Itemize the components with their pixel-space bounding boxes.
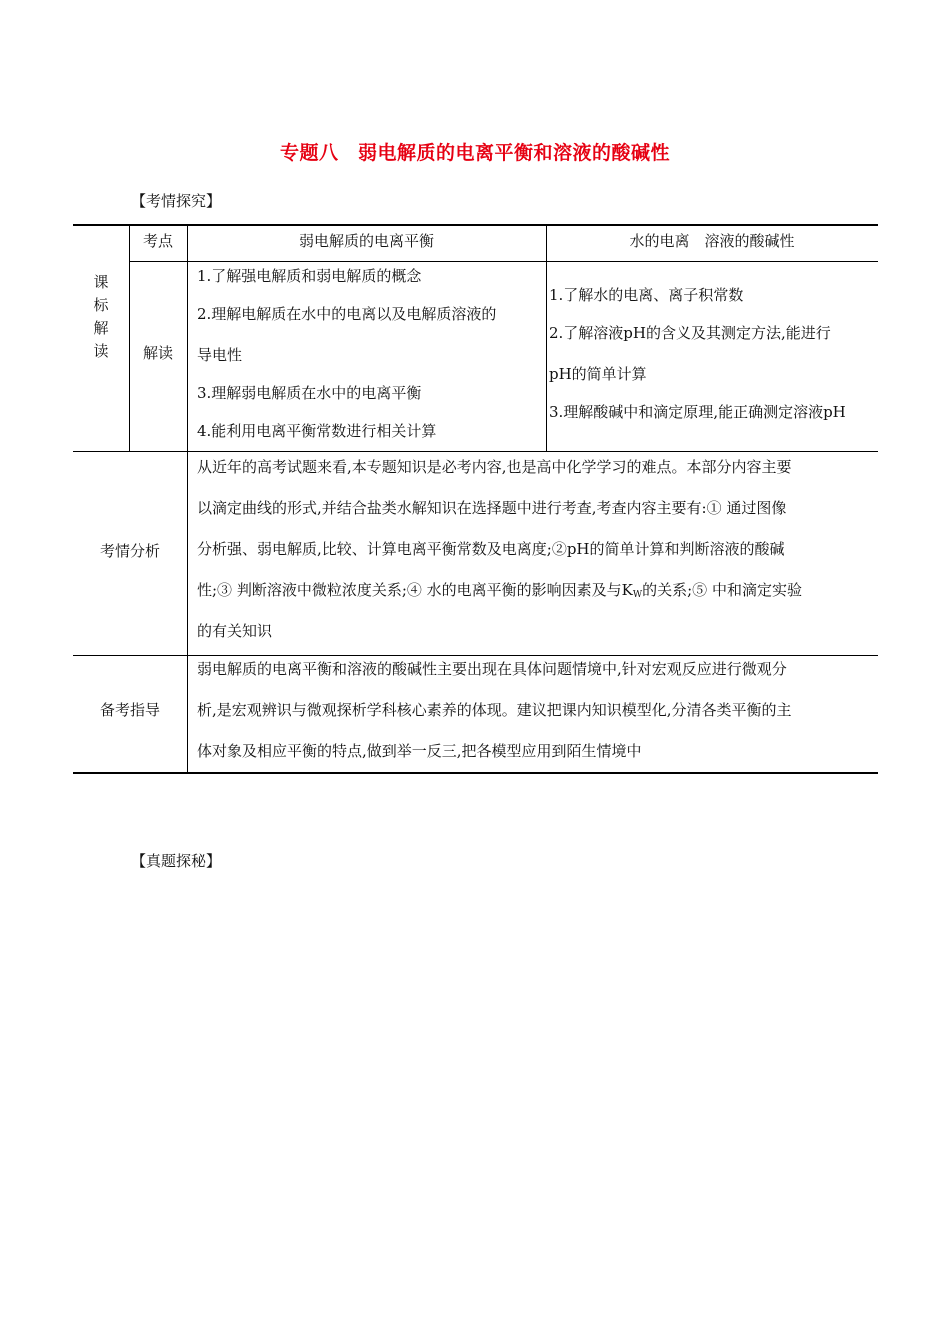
list-item: 导电性 (197, 346, 243, 364)
page-title: 专题八 弱电解质的电离平衡和溶液的酸碱性 (279, 142, 670, 164)
list-item: 1.了解强电解质和弱电解质的概念 (197, 267, 422, 285)
list-item: 3.理解酸碱中和滴定原理,能正确测定溶液pH (549, 403, 846, 421)
col-header-topic2: 水的电离 溶液的酸碱性 (629, 232, 795, 250)
list-item: 3.理解弱电解质在水中的电离平衡 (197, 384, 422, 402)
list-item: 2.理解电解质在水中的电离以及电解质溶液的 (197, 305, 497, 323)
row-label-reading: 解读 (142, 344, 173, 362)
col-header-topic-point: 考点 (142, 232, 173, 250)
list-item: 4.能利用电离平衡常数进行相关计算 (197, 422, 437, 440)
row-label-guide: 备考指导 (99, 701, 160, 719)
row-group-label-curriculum: 课 标 解 读 (93, 273, 109, 360)
row-label-analysis: 考情分析 (99, 542, 160, 560)
list-item: 1.了解水的电离、离子积常数 (549, 286, 744, 304)
col-header-topic1: 弱电解质的电离平衡 (298, 232, 434, 250)
list-item: pH的简单计算 (549, 365, 647, 383)
section-heading-exam-analysis: 【考情探究】 (131, 192, 222, 210)
section-heading-real-questions: 【真题探秘】 (131, 852, 222, 870)
list-item: 2.了解溶液pH的含义及其测定方法,能进行 (549, 324, 831, 342)
